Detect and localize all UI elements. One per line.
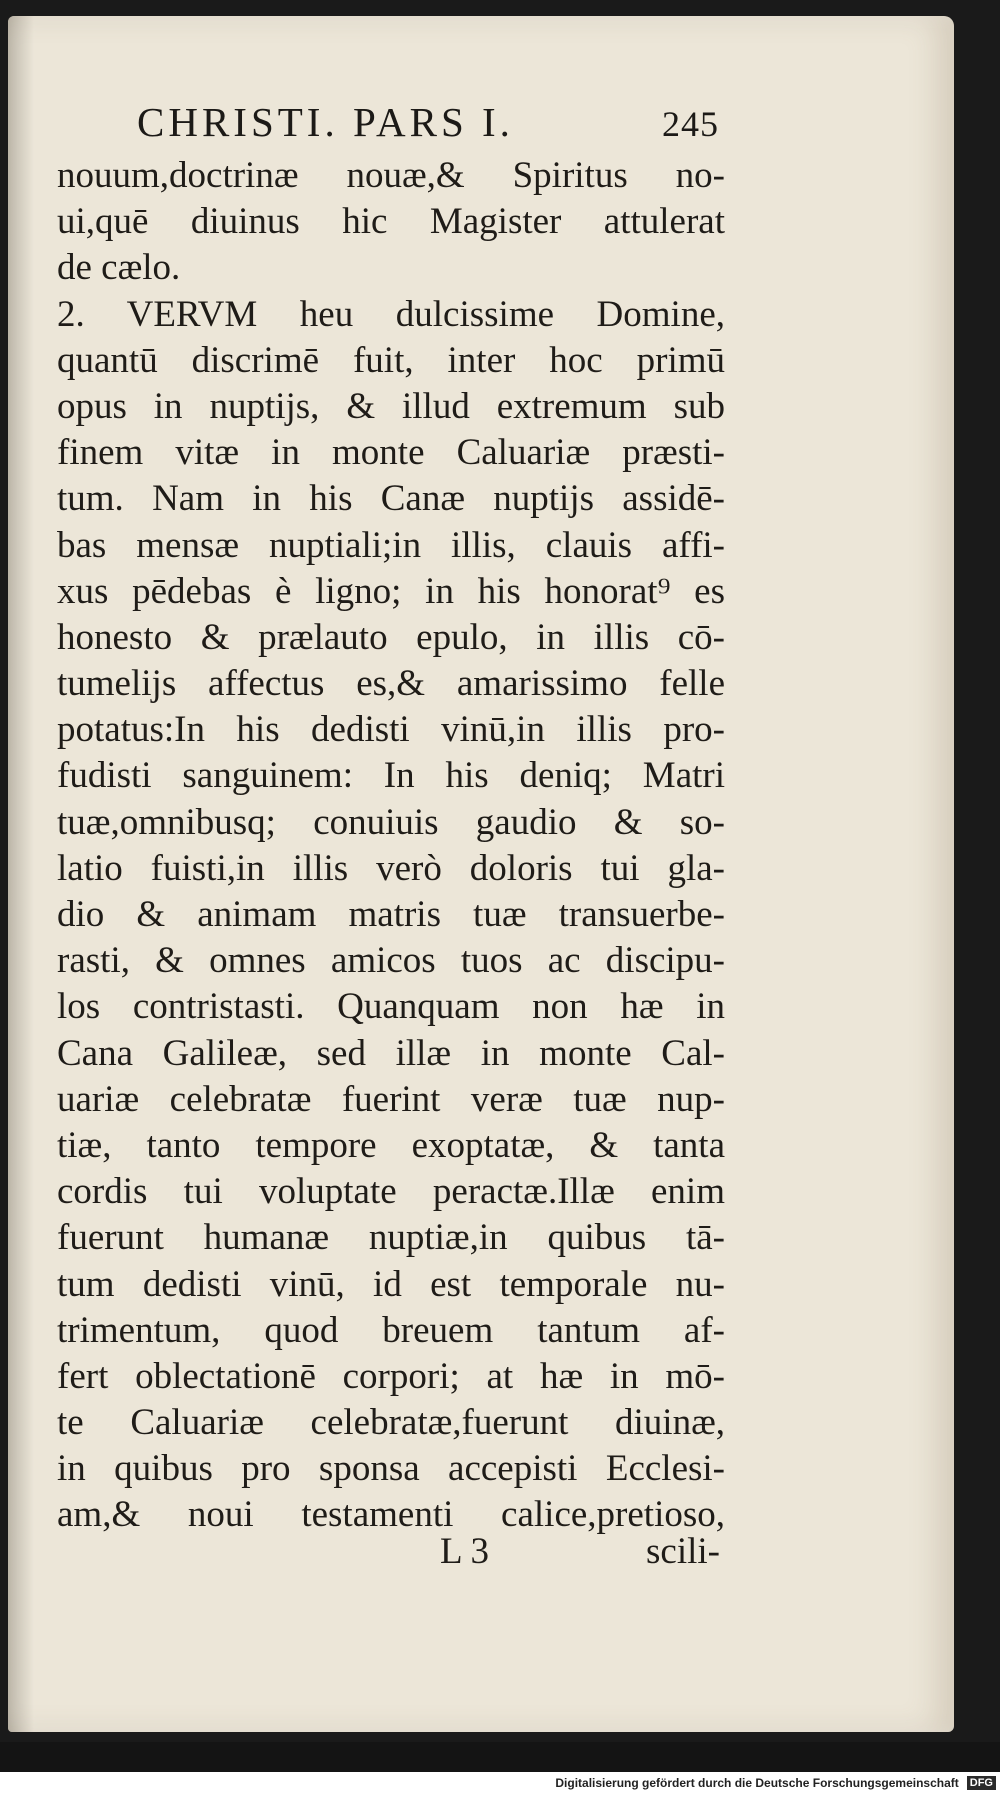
page-number: 245 — [662, 104, 719, 144]
text-line: tum. Nam in his Canæ nuptijs assidē- — [57, 478, 725, 520]
text-line: ui,quē diuinus hic Magister attulerat — [57, 201, 725, 243]
text-line: finem vitæ in monte Caluariæ præsti- — [57, 432, 725, 474]
gutter-shadow — [8, 16, 34, 1732]
text-line: bas mensæ nuptiali;in illis, clauis affi- — [57, 524, 725, 566]
signature-mark: L 3 — [440, 1531, 489, 1572]
text-line: cordis tui voluptate peractæ.Illæ enim — [57, 1171, 725, 1213]
text-line: Cana Galileæ, sed illæ in monte Cal- — [57, 1032, 725, 1074]
catchword: scili- — [646, 1531, 720, 1572]
text-line: los contristasti. Quanquam non hæ in — [57, 986, 725, 1028]
running-head: CHRISTI. PARS I. — [137, 99, 514, 145]
text-line: potatus:In his dedisti vinū,in illis pro- — [57, 709, 725, 751]
text-line: uariæ celebratæ fuerint veræ tuæ nup- — [57, 1078, 725, 1120]
text-line: tiæ, tanto tempore exoptatæ, & tanta — [57, 1124, 725, 1166]
body-text — [57, 153, 725, 1539]
text-line: trimentum, quod breuem tantum af- — [57, 1309, 725, 1351]
digitization-notice: Digitalisierung gefördert durch die Deutsche Forschungsgemeinschaft — [555, 1775, 959, 1790]
text-line: rasti, & omnes amicos tuos ac discipu- — [57, 940, 725, 982]
text-line: te Caluariæ celebratæ,fuerunt diuinæ, — [57, 1402, 725, 1444]
text-line: in quibus pro sponsa accepisti Ecclesi- — [57, 1448, 725, 1490]
text-line: fudisti sanguinem: In his deniq; Matri — [57, 755, 725, 797]
text-line: fert oblectationē corpori; at hæ in mō- — [57, 1355, 725, 1397]
page-header — [137, 98, 719, 146]
text-line: dio & animam matris tuæ transuerbe- — [57, 894, 725, 935]
text-line: xus pēdebas è ligno; in his honorat⁹ es — [57, 570, 725, 612]
text-line: honesto & prælauto epulo, in illis cō- — [57, 616, 725, 658]
text-line: opus in nuptijs, & illud extremum sub — [57, 385, 725, 427]
page-footer — [440, 1530, 720, 1573]
text-line: fuerunt humanæ nuptiæ,in quibus tā- — [57, 1217, 725, 1259]
text-line: nouum,doctrinæ nouæ,& Spiritus no- — [57, 155, 725, 196]
text-line: quantū discrimē fuit, inter hoc primū — [57, 339, 725, 381]
text-line: 2. VERVM heu dulcissime Domine, — [57, 293, 725, 335]
text-line: tuæ,omnibusq; conuiuis gaudio & so- — [57, 801, 725, 843]
text-line: am,& noui testamenti calice,pretioso, — [57, 1494, 725, 1536]
text-line: latio fuisti,in illis verò doloris tui gla- — [57, 847, 725, 889]
text-line: de cælo. — [57, 247, 181, 289]
text-line: tumelijs affectus es,& amarissimo felle — [57, 663, 725, 705]
digitization-notice-bar — [0, 1772, 1000, 1793]
text-line: tum dedisti vinū, id est temporale nu- — [57, 1263, 725, 1305]
dfg-logo: DFG — [967, 1776, 996, 1790]
